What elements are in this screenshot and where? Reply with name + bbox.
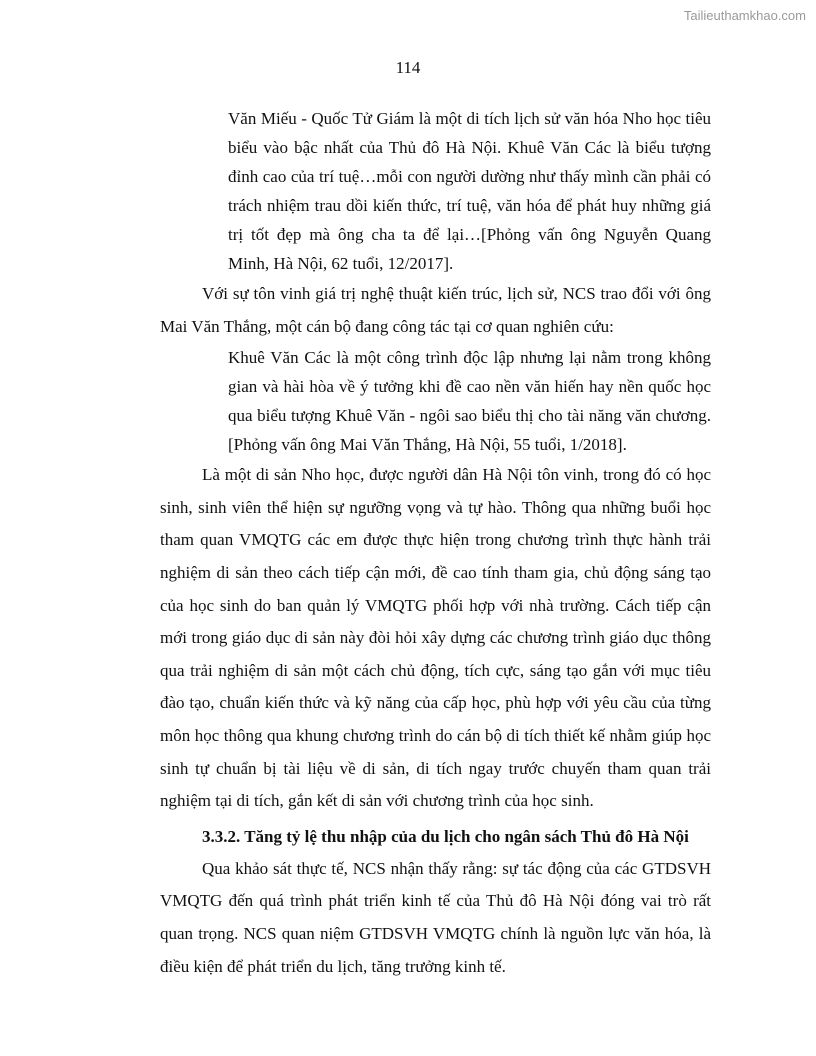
body-paragraph-intro-interview: Với sự tôn vinh giá trị nghệ thuật kiến trúc, lịch sử, NCS trao đổi với ông Mai Văn Thắng, một cán bộ đang công tác tại cơ quan nghiên cứu: — [160, 284, 711, 336]
page-body — [160, 104, 711, 983]
section-heading-3-3-2: 3.3.2. Tăng tỷ lệ thu nhập của du lịch cho ngân sách Thủ đô Hà Nội — [202, 826, 689, 846]
interview-quote-mai-van-thang: Khuê Văn Các là một công trình độc lập nhưng lại nằm trong không gian và hài hòa về ý tưởng khi đề cao nền văn hiến hay nền quốc học qua biểu tượng Khuê Văn - ngôi sao biểu thị cho tài năng văn chương. [Phỏng vấn ông Mai Văn Thắng, Hà Nội, 55 tuổi, 1/2018]. — [228, 348, 711, 455]
body-paragraph-survey: Qua khảo sát thực tế, NCS nhận thấy rằng: sự tác động của các GTDSVH VMQTG đến quá trình phát triển kinh tế của Thủ đô Hà Nội đóng vai trò rất quan trọng. NCS quan niệm GTDSVH VMQTG chính là nguồn lực văn hóa, là điều kiện để phát triển du lịch, tăng trưởng kinh tế. — [160, 858, 711, 976]
page-number: 114 — [395, 58, 421, 77]
watermark-text: Tailieuthamkhao.com — [683, 8, 806, 23]
body-paragraph-heritage-education: Là một di sản Nho học, được người dân Hà Nội tôn vinh, trong đó có học sinh, sinh viên thể hiện sự ngưỡng vọng và tự hào. Thông qua những buổi học tham quan VMQTG các em được thực hiện trong chương trình thực hành trải nghiệm di sản theo cách tiếp cận mới, đề cao tính tham gia, chủ động sáng tạo của học sinh do ban quản lý VMQTG phối hợp với nhà trường. Cách tiếp cận mới trong giáo dục di sản này đòi hỏi xây dựng các chương trình giáo dục thông qua trải nghiệm di sản một cách chủ động, tích cực, sáng tạo gắn với mục tiêu đào tạo, chuẩn kiến thức và kỹ năng của cấp học, phù hợp với yêu cầu của từng môn học thông qua khung chương trình do cán bộ di tích thiết kế nhằm giúp học sinh tự chuẩn bị tài liệu về di sản, di tích ngay trước chuyến tham quan trải nghiệm tại di tích, gắn kết di sản với chương trình của học sinh. — [160, 465, 711, 811]
interview-quote-nguyen-quang-minh: Văn Miếu - Quốc Tử Giám là một di tích lịch sử văn hóa Nho học tiêu biểu vào bậc nhất của Thủ đô Hà Nội. Khuê Văn Các là biểu tượng đỉnh cao của trí tuệ…mỗi con người dường như thấy mình cần phải có trách nhiệm trau dồi kiến thức, trí tuệ, văn hóa để phát huy những giá trị tốt đẹp mà ông cha ta để lại…[Phỏng vấn ông Nguyễn Quang Minh, Hà Nội, 62 tuổi, 12/2017]. — [228, 109, 711, 273]
